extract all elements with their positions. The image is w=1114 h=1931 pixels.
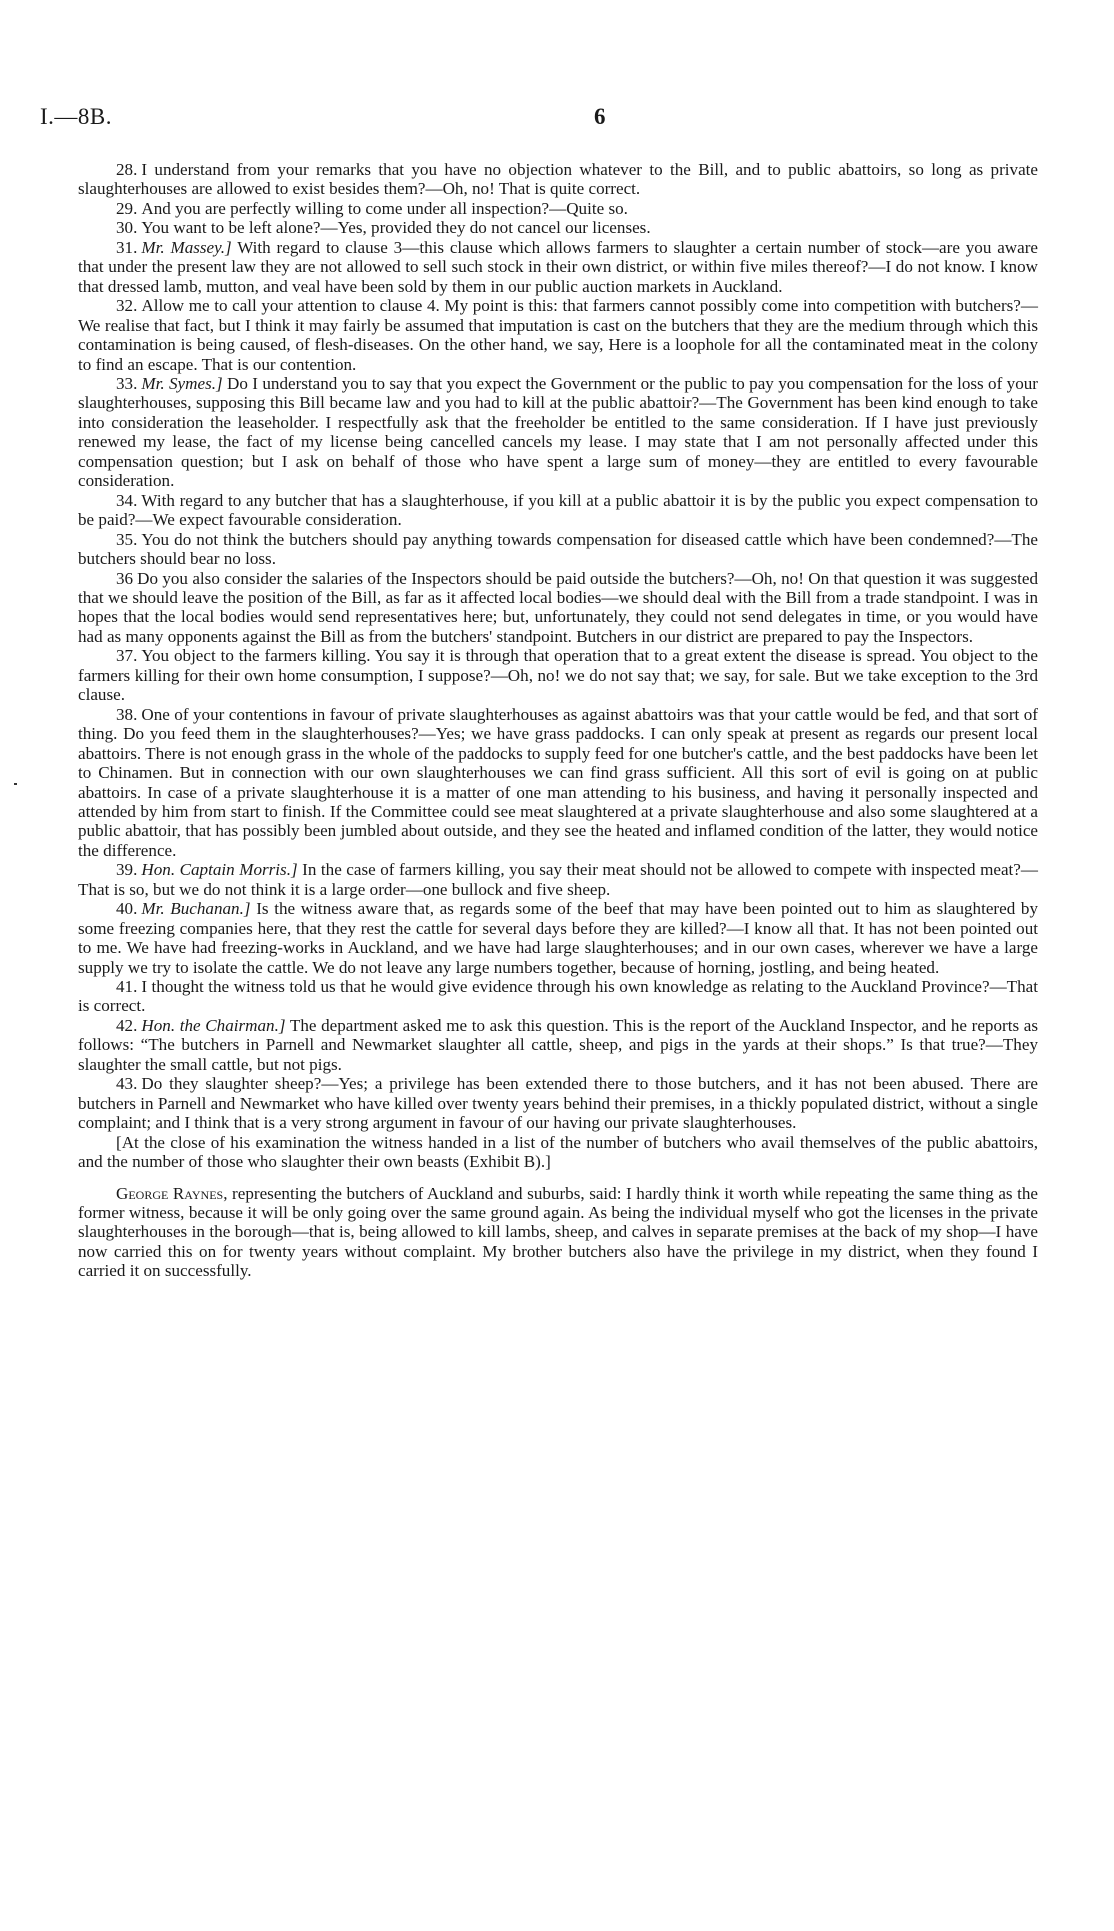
witness-statement-text: , representing the butchers of Auckland and suburbs, said: I hardly think it worth while repeating the same thing as the former witness, because it will be only going over the same ground again. As being the individual myself who got the licenses in the private slaughterhouses in the borough—that is, being allowed to kill lambs, sheep, and calves in separate premises at the back of my shop—I have now carried this on for twenty years without complaint. My brother butchers also have the privilege in my district, when they found I carried it on successfully. <box>78 1183 1039 1281</box>
question-text: Is the witness aware that, as regards some of the beef that may have been pointed out to him as slaughtered by some freezing companies here, that they rest the cattle for several days before they are killed?—I know all that. It has not been pointed out to me. We have had freezing-works in Auckland, and we have had large slaughterhouses; and in our own cases, wherever we have a large supply we try to isolate the cattle. We do not leave any large numbers together, because of horning, jostling, and being heated. <box>78 899 1039 977</box>
speaker-name: Hon. Captain Morris.] <box>141 860 298 880</box>
question-33 <box>78 374 1038 491</box>
question-36 <box>78 569 1038 647</box>
question-text: I understand from your remarks that you have no objection whatever to the Bill, and to public abattoirs, so long as private slaughterhouses are allowed to exist besides them?—Oh, no! That is quite correct. <box>78 160 1038 199</box>
witness-name: George Raynes <box>116 1183 224 1203</box>
question-31 <box>78 238 1038 296</box>
question-text: And you are perfectly willing to come under all inspection?—Quite so. <box>141 198 628 218</box>
question-number: 28. <box>116 160 138 179</box>
margin-mark <box>14 783 17 785</box>
question-number: 31. <box>116 237 138 257</box>
question-text: With regard to any butcher that has a slaughterhouse, if you kill at a public abattoir it is by the public you expect compensation to be paid?—We expect favourable consideration. <box>78 490 1038 530</box>
question-text: In the case of farmers killing, you say their meat should not be allowed to compete with inspected meat?—That is so, but we do not think it is a large order—one bullock and five sheep. <box>78 860 1038 899</box>
question-number: 36 <box>116 568 134 588</box>
question-number: 40. <box>116 899 138 919</box>
question-text: You object to the farmers killing. You say it is through that operation that to a great extent the disease is spread. You object to the farmers killing for their own home consumption, I suppose?—Oh, no! we do not say that; we say, for sale. But we take exception to the 3rd clause. <box>78 646 1038 705</box>
question-37 <box>78 646 1038 704</box>
question-32 <box>78 296 1038 374</box>
question-28 <box>78 160 1038 199</box>
question-text: One of your contentions in favour of private slaughterhouses as against abattoirs was that your cattle would be fed, and that sort of thing. Do you feed them in the slaughterhouses?—Yes; we have grass paddocks. I can only speak at present as regards our present local abattoirs. There is not enough grass in the whole of the paddocks to supply feed for one butcher's cattle, and the best paddocks have been let to Chinamen. But in connection with our own slaughterhouses we can find grass sufficient. All this sort of evil is going on at public abattoirs. In case of a private slaughterhouse it is a matter of one man attending to his business, and having it personally inspected and attended by him from start to finish. If the Committee could see meat slaughtered at a private slaughterhouse and also some slaughtered at a public abattoir, that has possibly been jumbled about outside, and they see the heated and inflamed condition of the latter, they would notice the difference. <box>78 704 1038 860</box>
question-number: 39. <box>116 860 138 880</box>
question-number: 35. <box>116 529 138 549</box>
speaker-name: Mr. Symes.] <box>141 373 223 393</box>
question-text: Do they slaughter sheep?—Yes; a privilege has been extended there to those butchers, and it has not been abused. There are butchers in Parnell and Newmarket who have killed over twenty years behind their premises, in a thickly populated district, without a single complaint; and I think that is a very strong argument in favour of our having our private slaughterhouses. <box>78 1074 1038 1133</box>
question-text: I thought the witness told us that he would give evidence through his own knowledge as relating to the Auckland Province?—That is correct. <box>78 977 1038 1016</box>
question-number: 32. <box>116 296 138 316</box>
question-number: 43. <box>116 1074 138 1094</box>
question-text: With regard to clause 3—this clause which allows farmers to slaughter a certain number of stock—are you aware that under the present law they are not allowed to sell such stock in their own district, or within five miles thereof?—I do not know. I know that dressed lamb, mutton, and veal have been sold by them in our public auction markets in Auckland. <box>78 237 1038 296</box>
question-35 <box>78 530 1038 569</box>
question-number: 29. <box>116 198 138 218</box>
question-39 <box>78 860 1038 899</box>
page-number: 6 <box>594 104 606 129</box>
question-text: You do not think the butchers should pay anything towards compensation for diseased cattle which have been condemned?—The butchers should bear no loss. <box>78 529 1038 569</box>
question-text: You want to be left alone?—Yes, provided they do not cancel our licenses. <box>141 218 651 238</box>
question-number: 33. <box>116 373 138 393</box>
witness-statement <box>78 1184 1038 1281</box>
speaker-name: Hon. the Chairman.] <box>141 1015 286 1035</box>
evidence-body <box>78 160 1038 1281</box>
exhibit-note <box>78 1133 1038 1172</box>
question-number: 41. <box>116 977 138 997</box>
question-41 <box>78 977 1038 1016</box>
question-30 <box>78 218 1038 237</box>
question-text: Do you also consider the salaries of the Inspectors should be paid outside the butchers?—Oh, no! On that question it was suggested that we should leave the position of the Bill, as far as it affected local bodies—we should deal with the Bill from a trade standpoint. I was in hopes that the local bodies would send representatives here; but, unfortunately, they could not send delegates in time, or you would have had as many opponents against the Bill as from the butchers' standpoint. Butchers in our district are prepared to pay the Inspectors. <box>78 568 1038 646</box>
question-42 <box>78 1016 1038 1074</box>
question-40 <box>78 899 1038 977</box>
question-number: 38. <box>116 704 138 724</box>
question-text: Do I understand you to say that you expect the Government or the public to pay you compensation for the loss of your slaughterhouses, supposing this Bill became law and you had to kill at the public abattoir?—The Government has been kind enough to take into consideration the leaseholder. I respectfully ask that the freeholder be entitled to the same consideration. If I have just previously renewed my lease, the fact of my license being cancelled cancels my lease. I may state that I am not personally affected under this compensation question; but I ask on behalf of those who have spent a large sum of money—they are entitled to every favourable consideration. <box>78 373 1038 491</box>
question-29 <box>78 199 1038 218</box>
question-text: The department asked me to ask this question. This is the report of the Auckland Inspector, and he reports as follows: “The butchers in Parnell and Newmarket slaughter all cattle, sheep, and pigs in the yards at their shops.” Is that true?—They slaughter the small cattle, but not pigs. <box>78 1015 1038 1074</box>
question-number: 34. <box>116 490 138 510</box>
speaker-name: Mr. Buchanan.] <box>141 899 251 919</box>
exhibit-note-text: [At the close of his examination the witness handed in a list of the number of butchers who avail themselves of the public abattoirs, and the number of those who slaughter their own beasts (Exhibit B).] <box>78 1132 1038 1172</box>
question-38 <box>78 705 1038 861</box>
document-reference: I.—8B. <box>40 104 112 129</box>
question-text: Allow me to call your attention to clause 4. My point is this: that farmers cannot possibly come into competition with butchers?—We realise that fact, but I think it may fairly be assumed that imputation is cast on the butchers that they are the medium through which this contamination is being caused, of flesh-diseases. On the other hand, we say, Here is a loophole for all the contaminated meat in the colony to find an escape. That is our contention. <box>78 296 1038 374</box>
speaker-name: Mr. Massey.] <box>141 237 232 257</box>
question-number: 30. <box>116 218 138 238</box>
question-34 <box>78 491 1038 530</box>
question-43 <box>78 1074 1038 1132</box>
page-header <box>40 104 1040 136</box>
question-number: 37. <box>116 646 138 666</box>
question-number: 42. <box>116 1015 138 1035</box>
